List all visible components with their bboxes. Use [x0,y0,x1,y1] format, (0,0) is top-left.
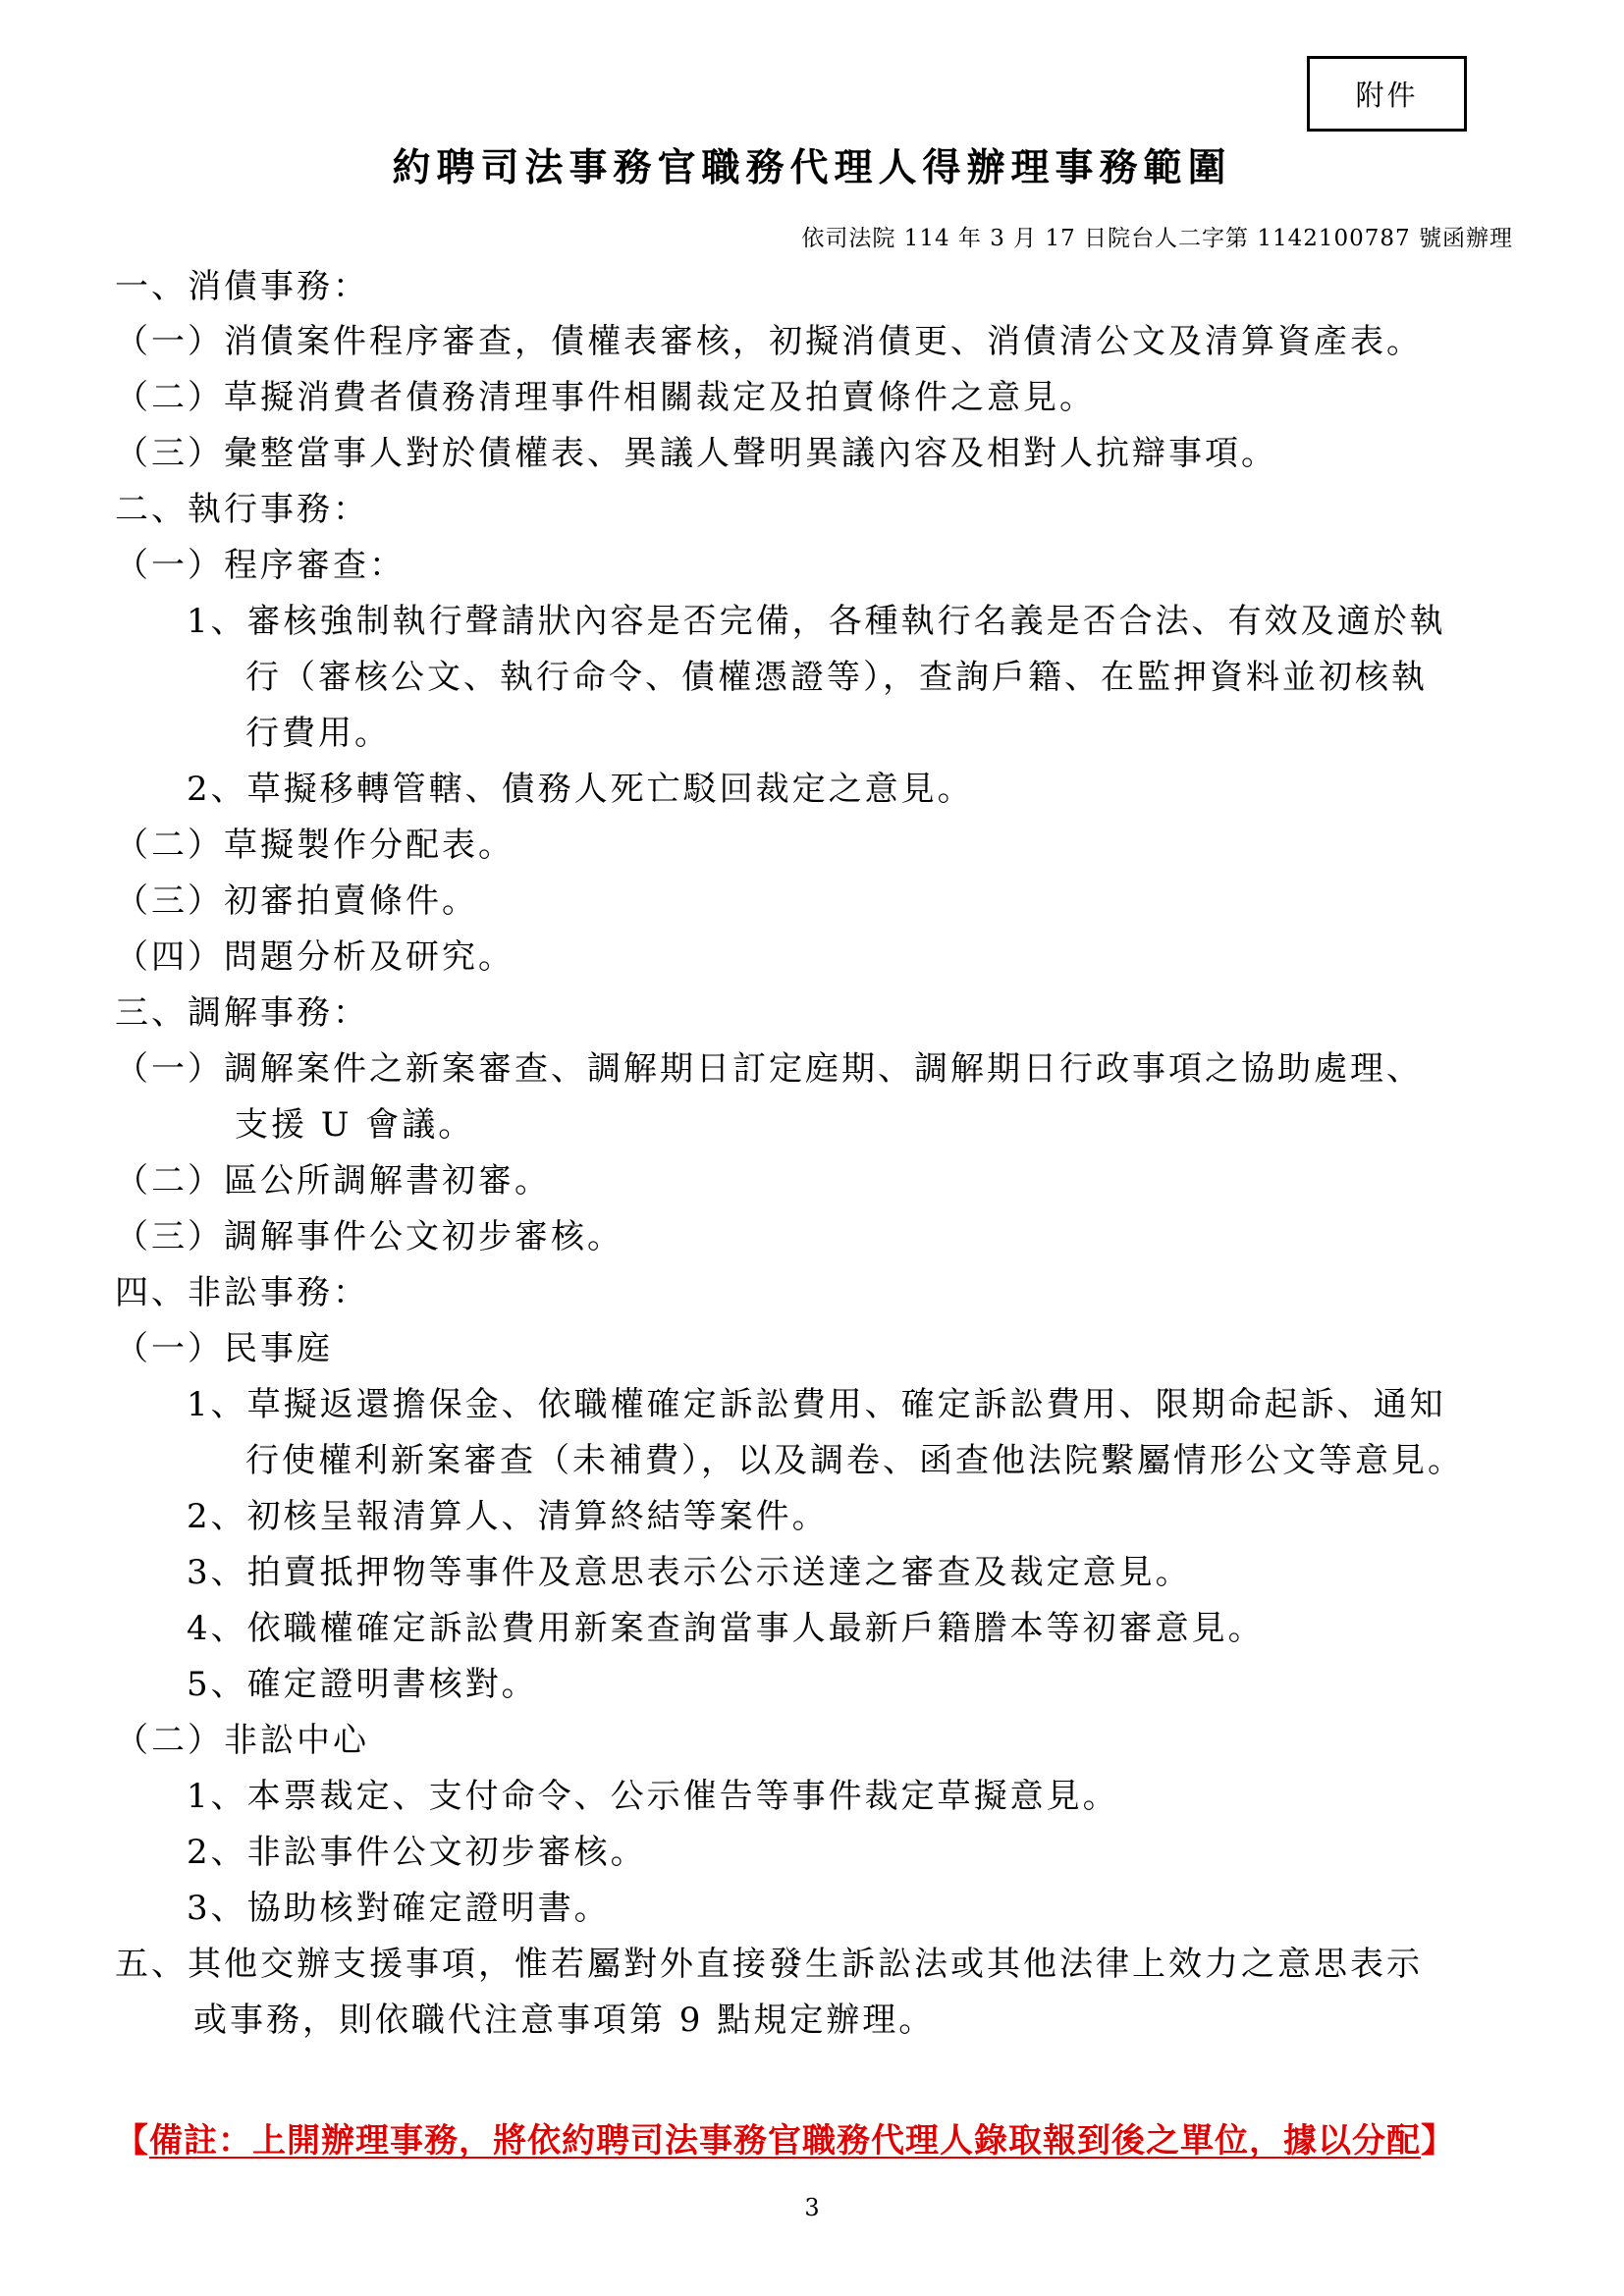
numbered-item: 3、拍賣抵押物等事件及意思表示公示送達之審查及裁定意見。 [187,1553,1192,1592]
list-item: （二）草擬消費者債務清理事件相關裁定及拍賣條件之意見。 [115,378,1096,417]
continuation-line: 行（審核公文、執行命令、債權憑證等），查詢戶籍、在監押資料並初核執 [245,658,1428,697]
section-heading: 四、非訟事務： [115,1273,369,1312]
list-item: （一）民事庭 [115,1329,333,1368]
document-title: 約聘司法事務官職務代理人得辦理事務範圍 [392,145,1232,190]
list-item: （三）初審拍賣條件。 [115,881,478,921]
section-heading: 五、其他交辦支援事項，惟若屬對外直接發生訴訟法或其他法律上效力之意思表示 [115,1945,1423,1984]
note-open-bracket: 【 [115,2121,149,2161]
list-item: （四）問題分析及研究。 [115,937,514,977]
note-close-bracket: 】 [1421,2121,1455,2161]
page-number: 3 [804,2194,820,2221]
numbered-item: 1、本票裁定、支付命令、公示催告等事件裁定草擬意見。 [187,1777,1119,1816]
remark-note [115,2119,1455,2163]
list-item: （一）消債案件程序審查，債權表審核，初擬消債更、消債清公文及清算資產表。 [115,322,1423,361]
numbered-item: 2、非訟事件公文初步審核。 [187,1833,647,1872]
continuation-line: 支援 U 會議。 [235,1105,475,1145]
numbered-item: 1、審核強制執行聲請狀內容是否完備，各種執行名義是否合法、有效及適於執 [187,602,1446,641]
numbered-item: 5、確定證明書核對。 [187,1665,538,1704]
section-heading: 三、調解事務： [115,993,369,1033]
continuation-line: 或事務，則依職代注意事項第 9 點規定辦理。 [193,2001,936,2040]
list-item: （二）草擬製作分配表。 [115,826,514,865]
list-item: （三）調解事件公文初步審核。 [115,1217,623,1256]
list-item: （三）彙整當事人對於債權表、異議人聲明異議內容及相對人抗辯事項。 [115,434,1277,473]
attachment-label: 附件 [1355,79,1419,112]
numbered-item: 3、協助核對確定證明書。 [187,1889,611,1928]
continuation-line: 行使權利新案審查（未補費），以及調卷、函查他法院繫屬情形公文等意見。 [245,1441,1464,1480]
numbered-item: 4、依職權確定訴訟費用新案查詢當事人最新戶籍謄本等初審意見。 [187,1609,1265,1648]
numbered-item: 2、草擬移轉管轄、債務人死亡駁回裁定之意見。 [187,770,974,809]
note-text: 備註：上開辦理事務，將依約聘司法事務官職務代理人錄取報到後之單位，據以分配 [149,2121,1421,2161]
numbered-item: 1、草擬返還擔保金、依職權確定訴訟費用、確定訴訟費用、限期命起訴、通知 [187,1385,1446,1424]
numbered-item: 2、初核呈報清算人、清算終結等案件。 [187,1497,829,1536]
section-heading: 一、消債事務： [115,267,369,306]
continuation-line: 行費用。 [245,714,391,753]
list-item: （二）區公所調解書初審。 [115,1161,551,1201]
section-heading: 二、執行事務： [115,490,369,529]
list-item: （一）程序審查： [115,546,406,585]
attachment-label-box [1307,56,1467,132]
list-item: （二）非訟中心 [115,1721,369,1760]
reference-line: 依司法院 114 年 3 月 17 日院台人二字第 1142100787 號函辦理 [801,226,1513,251]
list-item: （一）調解案件之新案審查、調解期日訂定庭期、調解期日行政事項之協助處理、 [115,1049,1423,1089]
